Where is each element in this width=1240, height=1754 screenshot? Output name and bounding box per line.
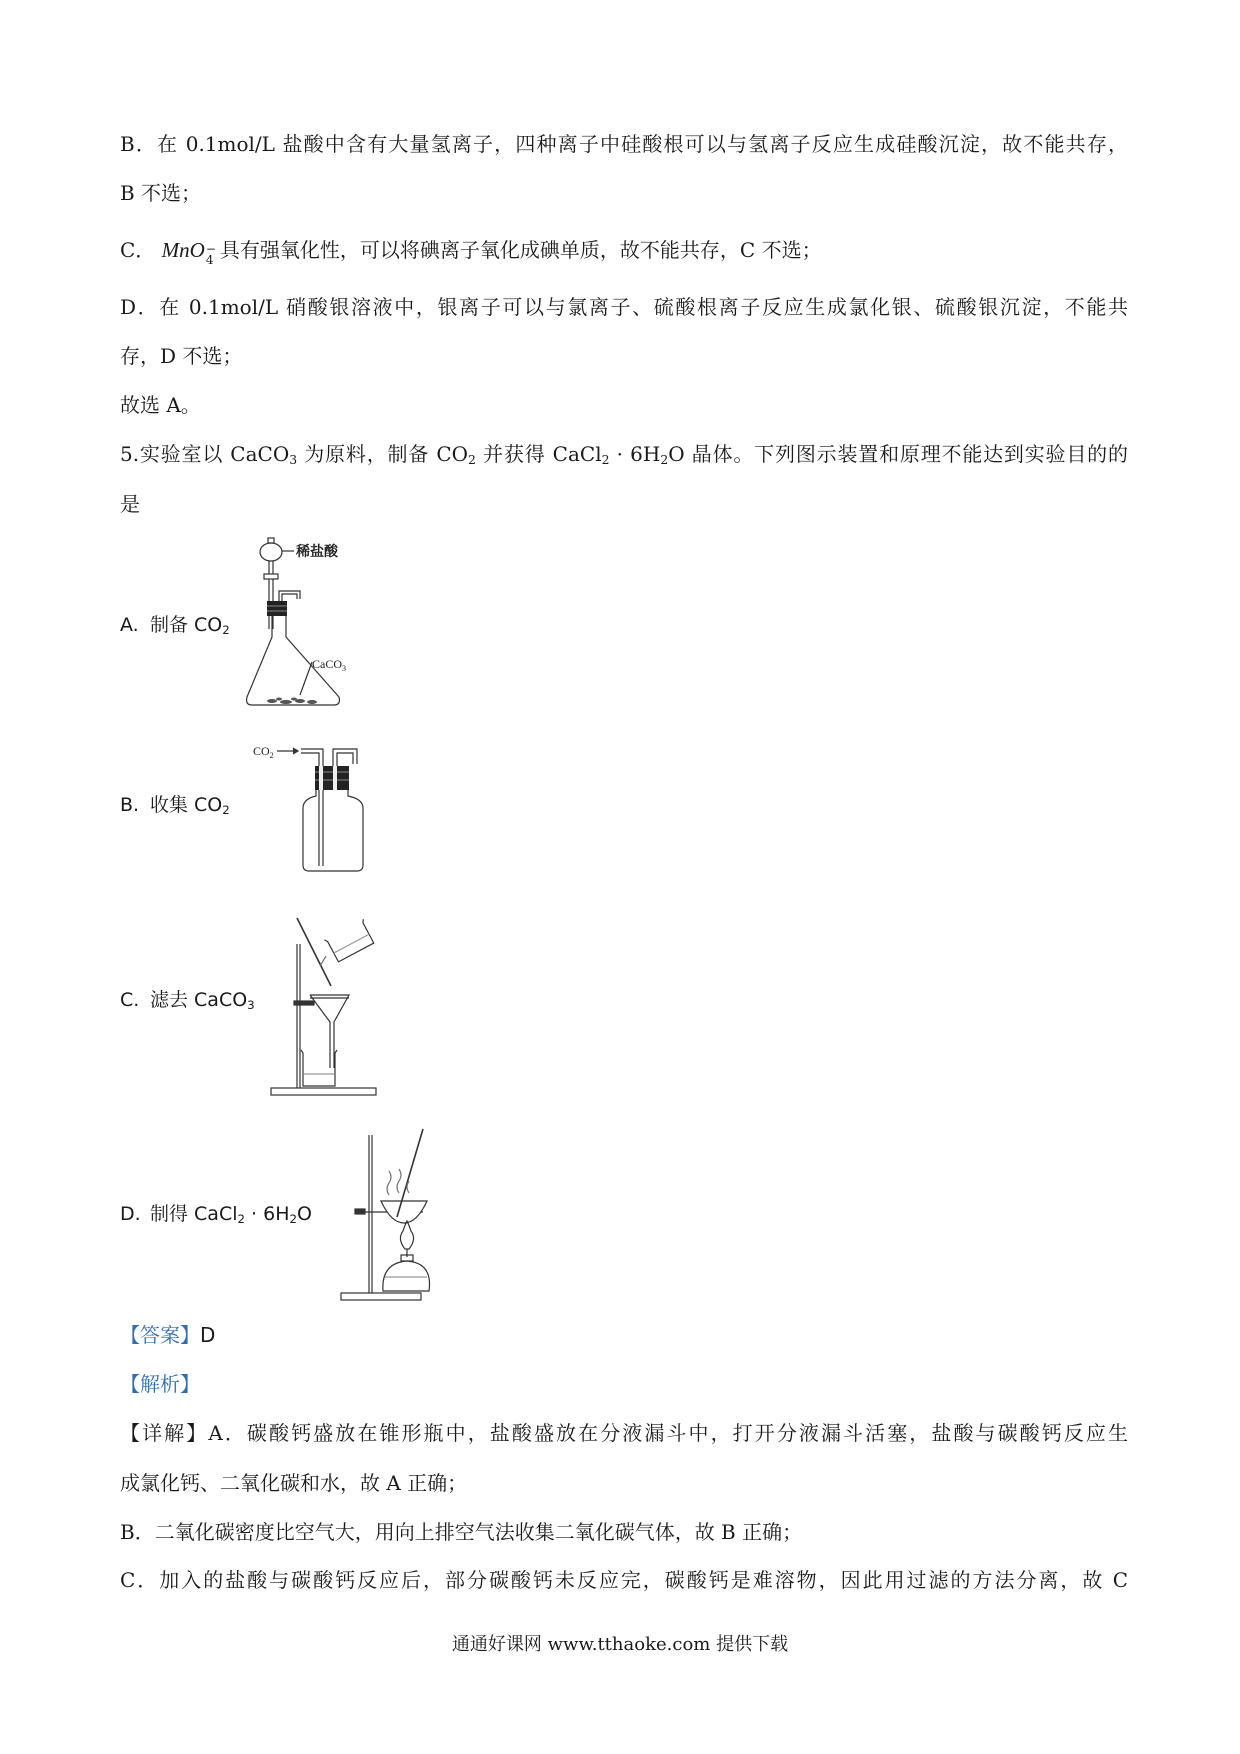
- question-stem-line-2: 是: [120, 492, 140, 516]
- option-letter: B.: [120, 794, 140, 816]
- stem-seg: 为原料，制备 CO: [297, 442, 469, 466]
- funnel-top-stopper: [268, 538, 274, 543]
- stem-sub: 2: [660, 452, 669, 468]
- option-text: 收集 CO: [150, 794, 223, 816]
- detail-line-4: C．加入的盐酸与碳酸钙反应后，部分碳酸钙未反应完，碳酸钙是难溶物，因此用过滤的方法分离，故 C: [120, 1568, 1128, 1592]
- gas-label: [253, 744, 274, 760]
- explanation-conclusion: 故选 A。: [120, 393, 201, 417]
- option-sub: 2: [222, 802, 230, 817]
- option-text: · 6H: [245, 1203, 290, 1225]
- separatory-funnel-bulb: [260, 543, 282, 561]
- permanganate-charge-index: [206, 244, 216, 266]
- page-footer: 通通好课网 www.tthaoke.com 提供下载: [451, 1634, 789, 1655]
- answer-value: D: [200, 1323, 216, 1347]
- option-text: O: [297, 1203, 312, 1225]
- evaporation-apparatus-figure: [337, 1127, 432, 1303]
- detail-line-3: B．二氧化碳密度比空气大，用向上排空气法收集二氧化碳气体，故 B 正确；: [120, 1520, 803, 1544]
- option-letter: A.: [120, 614, 139, 636]
- iron-ring-clamp: [355, 1209, 365, 1214]
- co2-generation-apparatus-figure: [242, 537, 367, 709]
- pouring-beaker: [324, 919, 375, 963]
- glass-rod: [297, 918, 331, 986]
- detail-label: 【详解】: [120, 1421, 209, 1445]
- option-c-label: [120, 986, 255, 1014]
- ring-clamp: [294, 1001, 314, 1005]
- calcium-carbonate-solid: [267, 698, 317, 705]
- evaporating-dish: [381, 1201, 427, 1223]
- acid-label: 稀盐酸: [296, 545, 338, 560]
- permanganate-charge: −: [205, 242, 216, 256]
- flame: [400, 1221, 413, 1249]
- option-sub: 2: [237, 1211, 245, 1226]
- stand-base: [271, 1088, 376, 1095]
- stem-sub: 2: [468, 452, 476, 468]
- analysis-label: 【解析】: [120, 1372, 200, 1396]
- solid-label-sub: 3: [342, 664, 346, 673]
- stem-sub: 2: [601, 452, 610, 468]
- stem-sub: 3: [289, 452, 298, 468]
- filtration-apparatus-figure: [270, 916, 378, 1097]
- option-sub: 2: [222, 622, 230, 637]
- alcohol-lamp: [383, 1261, 430, 1291]
- stem-seg: · 6H: [609, 442, 661, 466]
- explanation-c-prefix: C．: [120, 238, 156, 262]
- option-letter: C.: [120, 989, 140, 1011]
- explanation-d-line-1: D．在 0.1mol/L 硝酸银溶液中，银离子可以与氯离子、硫酸根离子反应生成氯化银、硫酸银沉淀，不能共: [120, 295, 1128, 319]
- stem-seg: 并获得 CaCl: [475, 442, 602, 466]
- solid-label-leader: [300, 662, 312, 695]
- liquid-stream: [320, 956, 326, 966]
- stem-seg: O 晶体。下列图示装置和原理不能达到实验目的的: [668, 442, 1128, 466]
- steam: [387, 1169, 409, 1195]
- explanation-c-text: 具有强氧化性，可以将碘离子氧化成碘单质，故不能共存，C 不选；: [219, 238, 822, 262]
- explanation-c-line: [120, 236, 822, 266]
- gas-label-sub: 2: [269, 751, 274, 760]
- co2-collection-apparatus-figure: [253, 736, 365, 873]
- stand-base: [341, 1293, 421, 1300]
- answer-line: [120, 1321, 215, 1349]
- option-sub: 2: [289, 1211, 297, 1226]
- solid-label: [312, 657, 346, 673]
- gas-label-text: CO: [253, 744, 270, 758]
- answer-label: 【答案】: [120, 1323, 200, 1347]
- option-letter: D.: [120, 1203, 141, 1225]
- stem-seg: 5.实验室以 CaCO: [120, 442, 290, 466]
- filter-funnel: [310, 995, 349, 1068]
- gas-collecting-bottle: [303, 790, 363, 871]
- permanganate-subscript: 4: [205, 253, 214, 267]
- rubber-stopper: [267, 601, 287, 616]
- option-text: 滤去 CaCO: [150, 989, 248, 1011]
- option-b-label: [120, 791, 230, 819]
- receiving-beaker: [301, 1050, 337, 1086]
- option-text: 制得 CaCl: [150, 1203, 238, 1225]
- explanation-d-line-2: 存，D 不选；: [120, 344, 243, 368]
- option-text: 制备 CO: [150, 614, 223, 636]
- question-stem-line-1: [120, 440, 1128, 468]
- option-sub: 3: [247, 997, 255, 1012]
- detail-text: A．碳酸钙盛放在锥形瓶中，盐酸盛放在分液漏斗中，打开分液漏斗活塞，盐酸与碳酸钙反应生: [208, 1421, 1129, 1445]
- detail-line-1: [120, 1419, 1128, 1447]
- permanganate-formula: MnO: [161, 238, 205, 262]
- detail-line-2: 成氯化钙、二氧化碳和水，故 A 正确；: [120, 1471, 468, 1495]
- explanation-b-line-1: B．在 0.1mol/L 盐酸中含有大量氢离子，四种离子中硅酸根可以与氢离子反应生成硅酸沉淀，故不能共存，: [120, 132, 1128, 156]
- option-d-label: [120, 1200, 312, 1228]
- option-a-label: [120, 611, 230, 639]
- explanation-b-line-2: B 不选；: [120, 181, 202, 205]
- funnel-stopcock: [264, 574, 278, 579]
- solid-label-text: CaCO: [312, 657, 342, 671]
